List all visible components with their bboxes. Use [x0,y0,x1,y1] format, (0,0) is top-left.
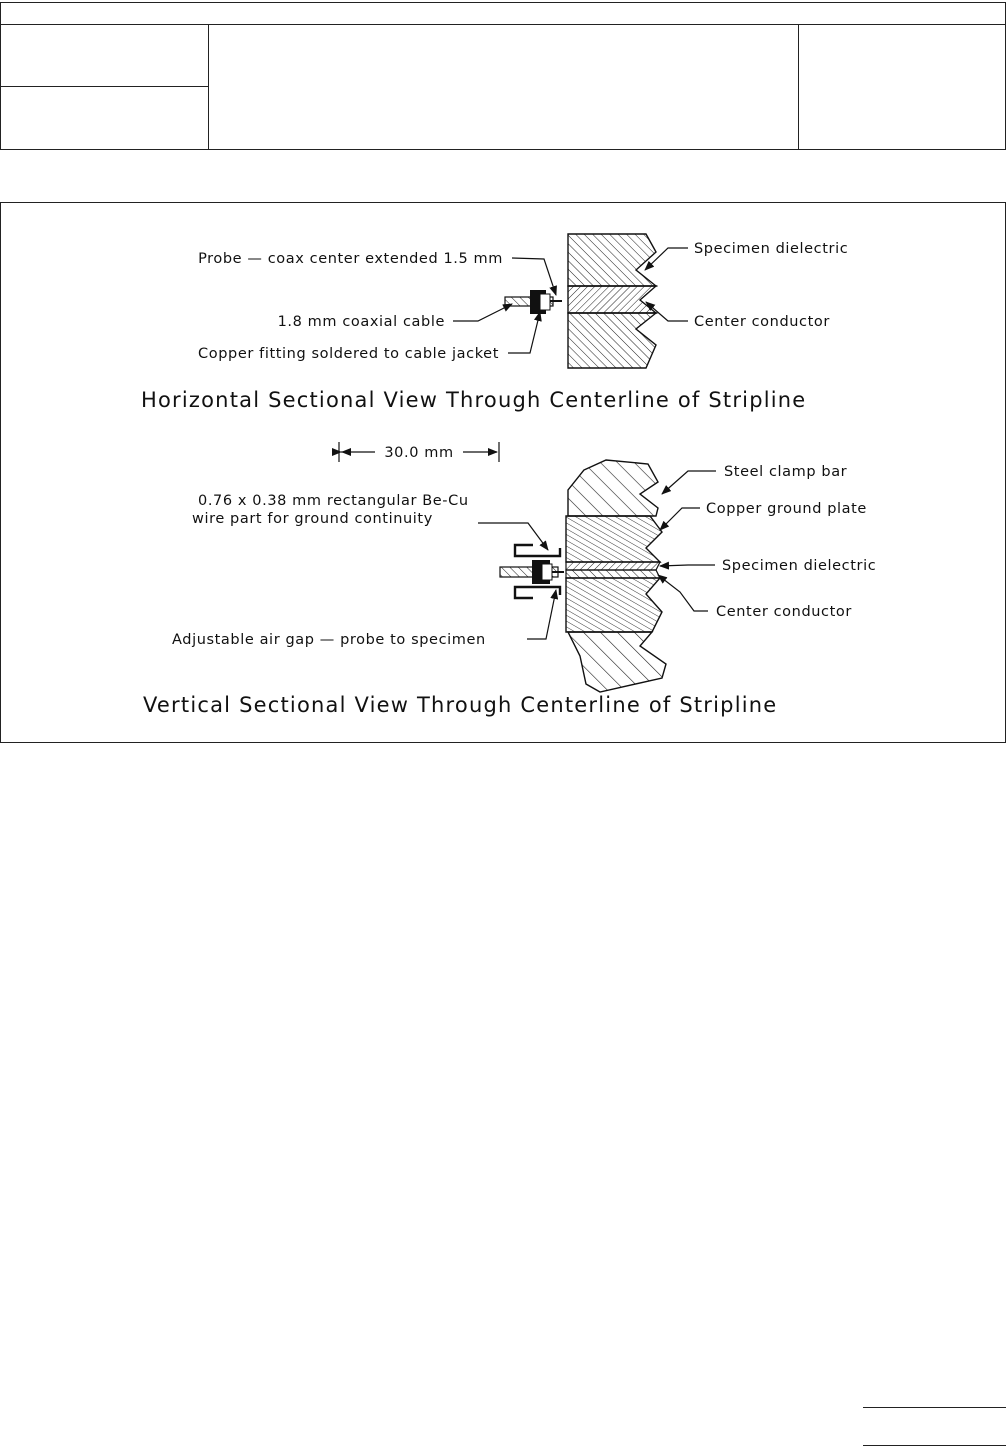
leader-copper-fitting [508,312,540,353]
label-coax-cable: 1.8 mm coaxial cable [277,314,445,330]
header-right-cell [799,25,1005,149]
dimension-30mm [339,442,499,462]
copper-ground-plate-upper [566,516,662,562]
coax-probe-bottom [500,545,564,598]
label-copper-ground-plate: Copper ground plate [706,501,867,517]
header-left-cell-bottom [1,87,209,149]
label-wire-line1: 0.76 x 0.38 mm rectangular Be-Cu [198,493,469,509]
specimen-dielectric-lower [568,313,656,368]
bottom-rule-lower [863,1445,1006,1446]
horizontal-view [141,234,848,412]
leader-steel-clamp-bar [662,471,716,494]
label-copper-fitting: Copper fitting soldered to cable jacket [198,346,499,362]
leader-coax-cable [453,304,512,321]
label-dimension: 30.0 mm [384,445,454,461]
label-specimen-dielectric-bottom: Specimen dielectric [722,558,877,574]
header-table [0,2,1006,150]
copper-ground-plate-lower [566,578,662,632]
stripline-diagram [0,202,1006,743]
specimen-dielectric-band [566,562,660,570]
center-conductor-band [568,286,656,313]
header-middle-cell [209,25,799,149]
label-wire-line2: wire part for ground continuity [192,511,433,527]
steel-clamp-bar-lower [568,632,666,692]
caption-horizontal: Horizontal Sectional View Through Centerline of Stripline [141,388,807,412]
caption-vertical: Vertical Sectional View Through Centerline of Stripline [143,693,778,717]
leader-probe [512,258,556,295]
vertical-view [143,442,876,717]
leader-center-conductor-bottom [658,575,708,611]
label-steel-clamp-bar: Steel clamp bar [724,464,848,480]
label-center-conductor-bottom: Center conductor [716,604,852,620]
label-center-conductor-top: Center conductor [694,314,830,330]
header-left-cell-top [1,25,209,87]
label-probe: Probe — coax center extended 1.5 mm [198,251,503,267]
label-air-gap: Adjustable air gap — probe to specimen [172,632,486,648]
header-top-row [1,3,1005,25]
specimen-dielectric-upper [568,234,656,286]
leader-specimen-dielectric-bottom [660,565,715,566]
steel-clamp-bar-upper [568,460,658,516]
label-specimen-dielectric-top: Specimen dielectric [694,241,849,257]
leader-copper-ground-plate [660,508,700,530]
coax-probe-top [505,290,562,314]
center-conductor-strip [566,570,660,578]
leader-wire [478,523,548,550]
bottom-rule-upper [863,1407,1006,1408]
